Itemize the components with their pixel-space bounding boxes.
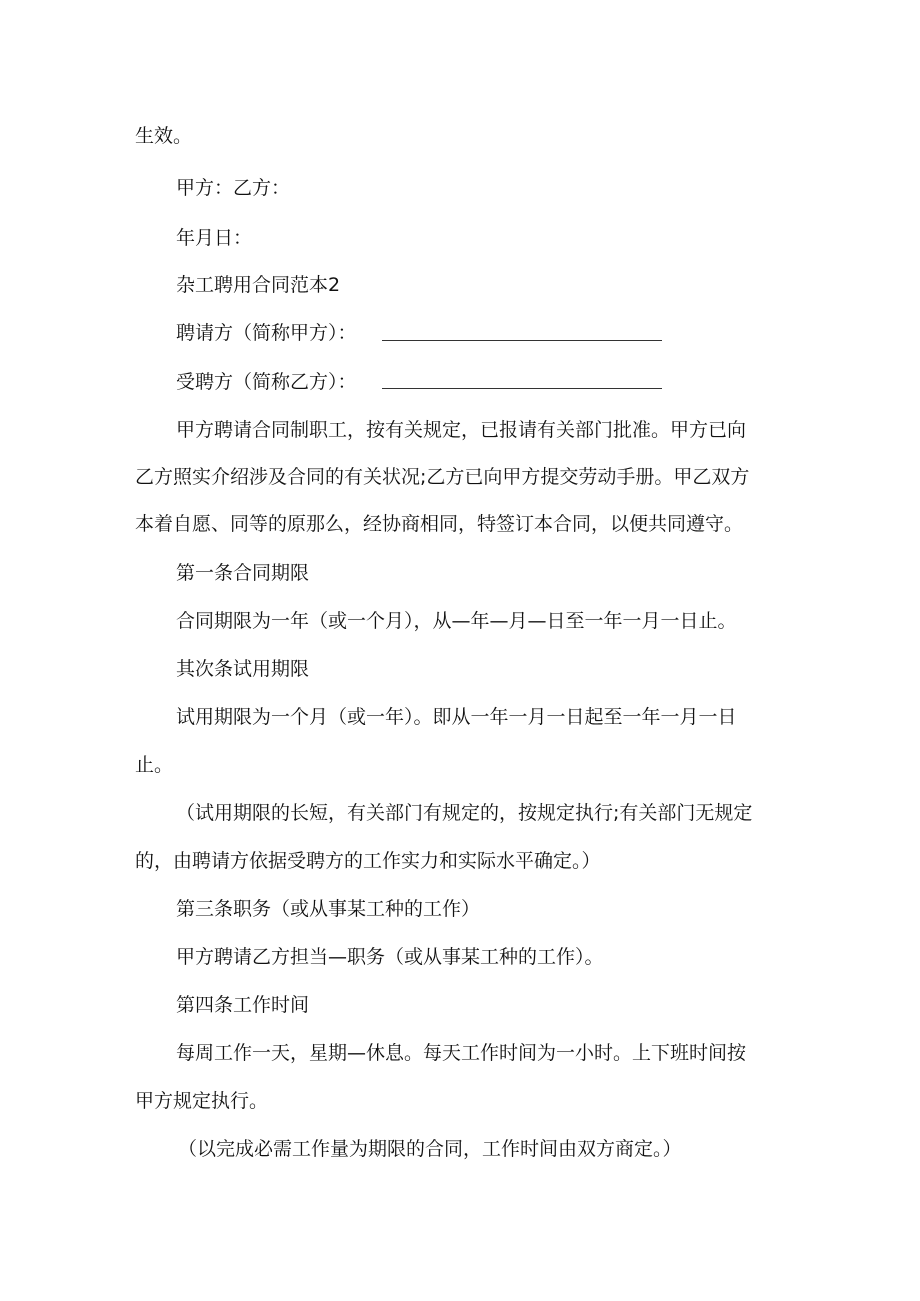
employer-blank-underline (382, 340, 662, 341)
article-2-body-line-2: 止。 (135, 754, 174, 776)
article-4-body-line-2: 甲方规定执行。 (135, 1090, 269, 1112)
article-3-body: 甲方聘请乙方担当—职务（或从事某工种的工作）。 (176, 946, 604, 968)
article-2-note-line-2: 的，由聘请方依据受聘方的工作实力和实际水平确定。） (135, 850, 601, 872)
contract-title: 杂工聘用合同范本2 (176, 274, 341, 296)
paragraph-effective: 生效。 (135, 125, 193, 147)
employee-blank-underline (382, 388, 662, 389)
party-signature-line: 甲方：乙方： (176, 177, 291, 199)
article-3-heading: 第三条职务（或从事某工种的工作） (176, 898, 481, 920)
article-2-body-line-1: 试用期限为一个月（或一年）。即从一年一月一日起至一年一月一日 (176, 706, 737, 728)
employee-label: 受聘方（简称乙方）： (176, 371, 357, 393)
employer-label: 聘请方（简称甲方）： (176, 322, 357, 344)
preamble-line-3: 本着自愿、同等的原那么，经协商相同，特签订本合同，以便共同遵守。 (135, 513, 744, 535)
article-1-heading: 第一条合同期限 (176, 562, 310, 584)
article-2-heading: 其次条试用期限 (176, 658, 310, 680)
article-4-body-line-1: 每周工作一天，星期—休息。每天工作时间为一小时。上下班时间按 (176, 1042, 747, 1064)
date-line: 年月日： (176, 227, 253, 249)
preamble-line-2: 乙方照实介绍涉及合同的有关状况;乙方已向甲方提交劳动手册。甲乙双方 (135, 466, 750, 488)
article-4-note: （以完成必需工作量为期限的合同，工作时间由双方商定。） (178, 1138, 682, 1160)
preamble-line-1: 甲方聘请合同制职工，按有关规定，已报请有关部门批准。甲方已向 (176, 419, 747, 441)
article-2-note-line-1: （试用期限的长短，有关部门有规定的，按规定执行;有关部门无规定 (176, 802, 753, 824)
article-4-heading: 第四条工作时间 (176, 994, 310, 1016)
article-1-body: 合同期限为一年（或一个月），从—年—月—日至一年一月一日止。 (176, 610, 737, 632)
